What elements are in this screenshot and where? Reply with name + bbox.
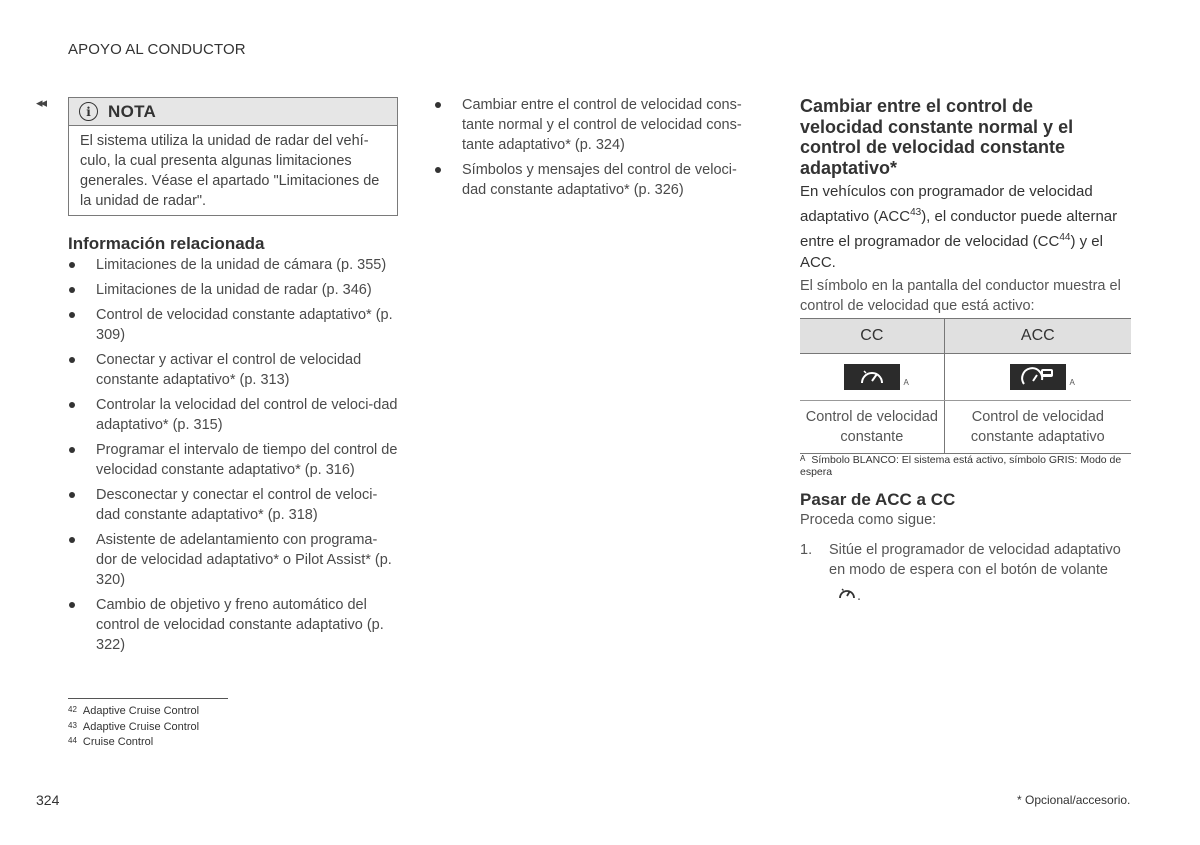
related-link[interactable]: Control de velocidad constante adaptativo* (p. 309)	[68, 305, 398, 345]
footnote: 44 Cruise Control	[68, 736, 154, 748]
table-cell-label: Control de velocidad constante adaptativo	[944, 401, 1131, 454]
related-list-continued	[434, 95, 759, 205]
related-list	[68, 255, 398, 660]
table-cell: A	[944, 354, 1131, 401]
related-link[interactable]: Programar el intervalo de tiempo del control de velocidad constante adaptativo* (p. 316)	[68, 440, 398, 480]
related-link[interactable]: Símbolos y mensajes del control de veloci-dad constante adaptativo* (p. 326)	[434, 160, 759, 200]
table-cell: A	[800, 354, 944, 401]
table-footnote: A Símbolo BLANCO: El sistema está activo, símbolo GRIS: Modo de espera	[800, 454, 1122, 478]
footnotes	[68, 703, 199, 750]
footnote: 43 Adaptive Cruise Control	[68, 720, 200, 733]
bullet-icon	[435, 167, 441, 173]
adaptive-cruise-car-gauge-icon	[1010, 364, 1066, 390]
note-title: NOTA	[108, 101, 157, 121]
note-header	[69, 98, 397, 126]
bullet-icon	[69, 262, 75, 268]
related-info-title: Información relacionada	[68, 234, 265, 253]
bullet-icon	[435, 102, 441, 108]
procedure-step: 1. Sitúe el programador de velocidad adaptativo en modo de espera con el botón de volante .	[800, 540, 1135, 608]
bullet-icon	[69, 492, 75, 498]
footnote-ref[interactable]: 44	[1059, 232, 1071, 243]
bullet-icon	[69, 537, 75, 543]
bullet-icon	[69, 357, 75, 363]
footnote-ref[interactable]: 43	[910, 207, 922, 218]
procedure-steps	[800, 540, 1135, 608]
bullet-icon	[69, 602, 75, 608]
bullet-icon	[69, 447, 75, 453]
subheading: Pasar de ACC a CC	[800, 490, 956, 509]
continued-arrows-icon: ◂◂	[36, 95, 46, 110]
related-link[interactable]: Conectar y activar el control de velocidad constante adaptativo* (p. 313)	[68, 350, 398, 390]
steering-wheel-cruise-button-icon	[837, 584, 857, 608]
info-icon: i	[79, 102, 98, 121]
related-link[interactable]: Cambio de objetivo y freno automático del control de velocidad constante adaptativo (p. 322)	[68, 595, 398, 655]
related-link[interactable]: Cambiar entre el control de velocidad cons-tante normal y el control de velocidad cons-tante adaptativo* (p. 324)	[434, 95, 759, 155]
optional-note: * Opcional/accesorio.	[1017, 793, 1131, 807]
section-title: Cambiar entre el control de velocidad constante normal y el control de velocidad constante adaptativo*	[800, 96, 1074, 178]
table-header-cc: CC	[800, 319, 944, 354]
note-body: El sistema utiliza la unidad de radar del vehí-culo, la cual presenta algunas limitaciones generales. Véase el apartado "Limitaciones de la unidad de radar".	[80, 133, 380, 209]
procedure-intro: Proceda como sigue:	[800, 512, 937, 528]
cruise-control-gauge-icon	[844, 364, 900, 390]
related-link[interactable]: Limitaciones de la unidad de cámara (p. 355)	[68, 255, 398, 275]
bullet-icon	[69, 402, 75, 408]
bullet-icon	[69, 287, 75, 293]
section-header: APOYO AL CONDUCTOR	[68, 41, 246, 58]
symbol-paragraph: El símbolo en la pantalla del conductor muestra el control de velocidad que está activo:	[800, 278, 1121, 314]
related-link[interactable]: Controlar la velocidad del control de veloci-dad adaptativo* (p. 315)	[68, 395, 398, 435]
related-link[interactable]: Desconectar y conectar el control de veloci-dad constante adaptativo* (p. 318)	[68, 485, 398, 525]
bullet-icon	[69, 312, 75, 318]
footnote-divider	[68, 698, 228, 699]
related-link[interactable]: Asistente de adelantamiento con programa-dor de velocidad adaptativo* o Pilot Assist* (p. 320)	[68, 530, 398, 590]
cruise-mode-table	[800, 318, 1131, 454]
related-link[interactable]: Limitaciones de la unidad de radar (p. 346)	[68, 280, 398, 300]
table-header-acc: ACC	[944, 319, 1131, 354]
intro-paragraph: En vehículos con programador de velocidad adaptativo (ACC$^{43}$), el conductor puede alternar entre el programador de velocidad (CC$^{44}$) y el ACC.	[800, 183, 1118, 271]
footnote: 42 Adaptive Cruise Control	[68, 705, 200, 717]
page-number: 324	[36, 792, 60, 808]
note-box	[68, 97, 398, 216]
table-cell-label: Control de velocidad constante	[800, 401, 944, 454]
